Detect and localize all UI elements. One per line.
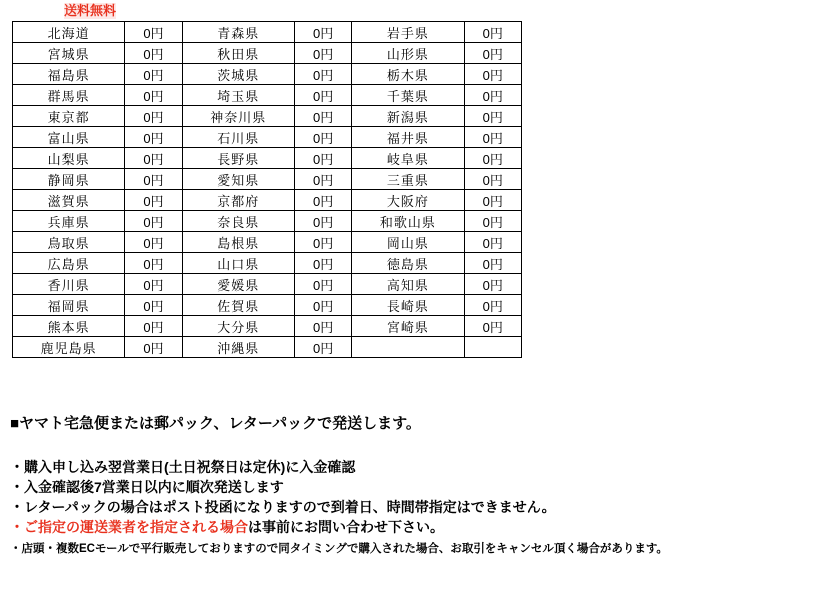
fee-cell: 0円 [294, 211, 351, 232]
fee-cell: 0円 [294, 85, 351, 106]
fee-cell: 0円 [464, 232, 521, 253]
prefecture-cell: 沖縄県 [182, 337, 294, 358]
fee-cell: 0円 [125, 190, 182, 211]
fee-cell: 0円 [125, 253, 182, 274]
prefecture-cell: 神奈川県 [182, 106, 294, 127]
fee-cell: 0円 [125, 85, 182, 106]
prefecture-cell: 茨城県 [182, 64, 294, 85]
note-line-2: ・入金確認後7営業日以内に順次発送します [10, 479, 284, 495]
fee-cell: 0円 [125, 106, 182, 127]
fee-cell: 0円 [464, 274, 521, 295]
prefecture-cell: 山形県 [352, 43, 464, 64]
fee-cell: 0円 [294, 22, 351, 43]
note-line-5: ・店頭・複数ECモールで平行販売しておりますので同タイミングで購入された場合、お取引をキャンセル頂く場合があります。 [10, 543, 668, 555]
table-row [13, 148, 522, 169]
fee-cell: 0円 [125, 295, 182, 316]
table-row [13, 211, 522, 232]
prefecture-cell: 熊本県 [13, 316, 125, 337]
prefecture-cell: 静岡県 [13, 169, 125, 190]
fee-cell: 0円 [464, 127, 521, 148]
note-line-1: ・購入申し込み翌営業日(土日祝祭日は定休)に入金確認 [10, 459, 356, 475]
fee-cell: 0円 [125, 22, 182, 43]
fee-cell: 0円 [294, 316, 351, 337]
prefecture-cell: 富山県 [13, 127, 125, 148]
table-row [13, 295, 522, 316]
fee-cell: 0円 [125, 169, 182, 190]
fee-cell: 0円 [125, 274, 182, 295]
prefecture-cell: 宮崎県 [352, 316, 464, 337]
prefecture-cell: 長崎県 [352, 295, 464, 316]
table-row [13, 316, 522, 337]
fee-cell: 0円 [294, 43, 351, 64]
table-row [13, 253, 522, 274]
fee-cell: 0円 [125, 316, 182, 337]
fee-cell: 0円 [464, 169, 521, 190]
prefecture-cell: 和歌山県 [352, 211, 464, 232]
fee-cell: 0円 [294, 337, 351, 358]
prefecture-cell: 大阪府 [352, 190, 464, 211]
fee-cell: 0円 [294, 106, 351, 127]
table-row [13, 64, 522, 85]
table-row [13, 85, 522, 106]
table-row [13, 190, 522, 211]
fee-cell: 0円 [464, 316, 521, 337]
prefecture-cell: 佐賀県 [182, 295, 294, 316]
note-line-4 [10, 517, 810, 537]
fee-cell: 0円 [294, 232, 351, 253]
prefecture-cell: 岡山県 [352, 232, 464, 253]
fee-cell: 0円 [294, 274, 351, 295]
fee-cell: 0円 [125, 337, 182, 358]
prefecture-cell: 東京都 [13, 106, 125, 127]
fee-cell: 0円 [464, 211, 521, 232]
table-row [13, 43, 522, 64]
fee-cell: 0円 [464, 148, 521, 169]
prefecture-cell: 奈良県 [182, 211, 294, 232]
fee-cell: 0円 [125, 127, 182, 148]
prefecture-cell: 栃木県 [352, 64, 464, 85]
prefecture-cell: 福島県 [13, 64, 125, 85]
prefecture-cell: 広島県 [13, 253, 125, 274]
prefecture-cell: 大分県 [182, 316, 294, 337]
prefecture-cell: 山口県 [182, 253, 294, 274]
fee-cell: 0円 [294, 148, 351, 169]
prefecture-cell: 秋田県 [182, 43, 294, 64]
prefecture-cell: 三重県 [352, 169, 464, 190]
fee-cell: 0円 [464, 190, 521, 211]
prefecture-cell: 愛知県 [182, 169, 294, 190]
prefecture-cell: 山梨県 [13, 148, 125, 169]
table-row [13, 274, 522, 295]
prefecture-cell: 鳥取県 [13, 232, 125, 253]
fee-cell: 0円 [464, 295, 521, 316]
prefecture-cell: 石川県 [182, 127, 294, 148]
empty-cell [464, 337, 521, 358]
fee-cell: 0円 [294, 127, 351, 148]
shipping-fee-table [12, 21, 522, 358]
table-row [13, 169, 522, 190]
note-heading: ■ヤマト宅急便または郵パック、レターパックで発送します。 [10, 415, 421, 432]
fee-cell: 0円 [294, 64, 351, 85]
fee-cell: 0円 [294, 295, 351, 316]
prefecture-cell: 高知県 [352, 274, 464, 295]
prefecture-cell: 宮城県 [13, 43, 125, 64]
table-row [13, 232, 522, 253]
note-line-4-black: は事前にお問い合わせ下さい。 [248, 519, 444, 535]
note-line-4-red: ・ご指定の運送業者を指定される場合 [10, 519, 248, 535]
fee-cell: 0円 [125, 64, 182, 85]
prefecture-cell: 千葉県 [352, 85, 464, 106]
fee-cell: 0円 [294, 190, 351, 211]
prefecture-cell: 岐阜県 [352, 148, 464, 169]
empty-cell [352, 337, 464, 358]
prefecture-cell: 京都府 [182, 190, 294, 211]
prefecture-cell: 滋賀県 [13, 190, 125, 211]
fee-cell: 0円 [125, 211, 182, 232]
table-row [13, 127, 522, 148]
fee-cell: 0円 [464, 85, 521, 106]
prefecture-cell: 島根県 [182, 232, 294, 253]
prefecture-cell: 愛媛県 [182, 274, 294, 295]
table-row [13, 337, 522, 358]
free-shipping-badge: 送料無料 [64, 3, 117, 18]
prefecture-cell: 北海道 [13, 22, 125, 43]
prefecture-cell: 岩手県 [352, 22, 464, 43]
fee-cell: 0円 [464, 43, 521, 64]
table-row [13, 22, 522, 43]
prefecture-cell: 埼玉県 [182, 85, 294, 106]
fee-cell: 0円 [464, 22, 521, 43]
fee-cell: 0円 [125, 232, 182, 253]
shipping-notes [10, 413, 810, 558]
prefecture-cell: 香川県 [13, 274, 125, 295]
prefecture-cell: 新潟県 [352, 106, 464, 127]
note-line-3: ・レターパックの場合はポスト投函になりますので到着日、時間帯指定はできません。 [10, 499, 556, 515]
prefecture-cell: 群馬県 [13, 85, 125, 106]
prefecture-cell: 長野県 [182, 148, 294, 169]
fee-cell: 0円 [125, 148, 182, 169]
prefecture-cell: 青森県 [182, 22, 294, 43]
table-body [13, 22, 522, 358]
table-row [13, 106, 522, 127]
fee-cell: 0円 [125, 43, 182, 64]
prefecture-cell: 福岡県 [13, 295, 125, 316]
prefecture-cell: 鹿児島県 [13, 337, 125, 358]
fee-cell: 0円 [464, 253, 521, 274]
prefecture-cell: 徳島県 [352, 253, 464, 274]
prefecture-cell: 福井県 [352, 127, 464, 148]
prefecture-cell: 兵庫県 [13, 211, 125, 232]
fee-cell: 0円 [294, 169, 351, 190]
fee-cell: 0円 [464, 64, 521, 85]
fee-cell: 0円 [294, 253, 351, 274]
fee-cell: 0円 [464, 106, 521, 127]
